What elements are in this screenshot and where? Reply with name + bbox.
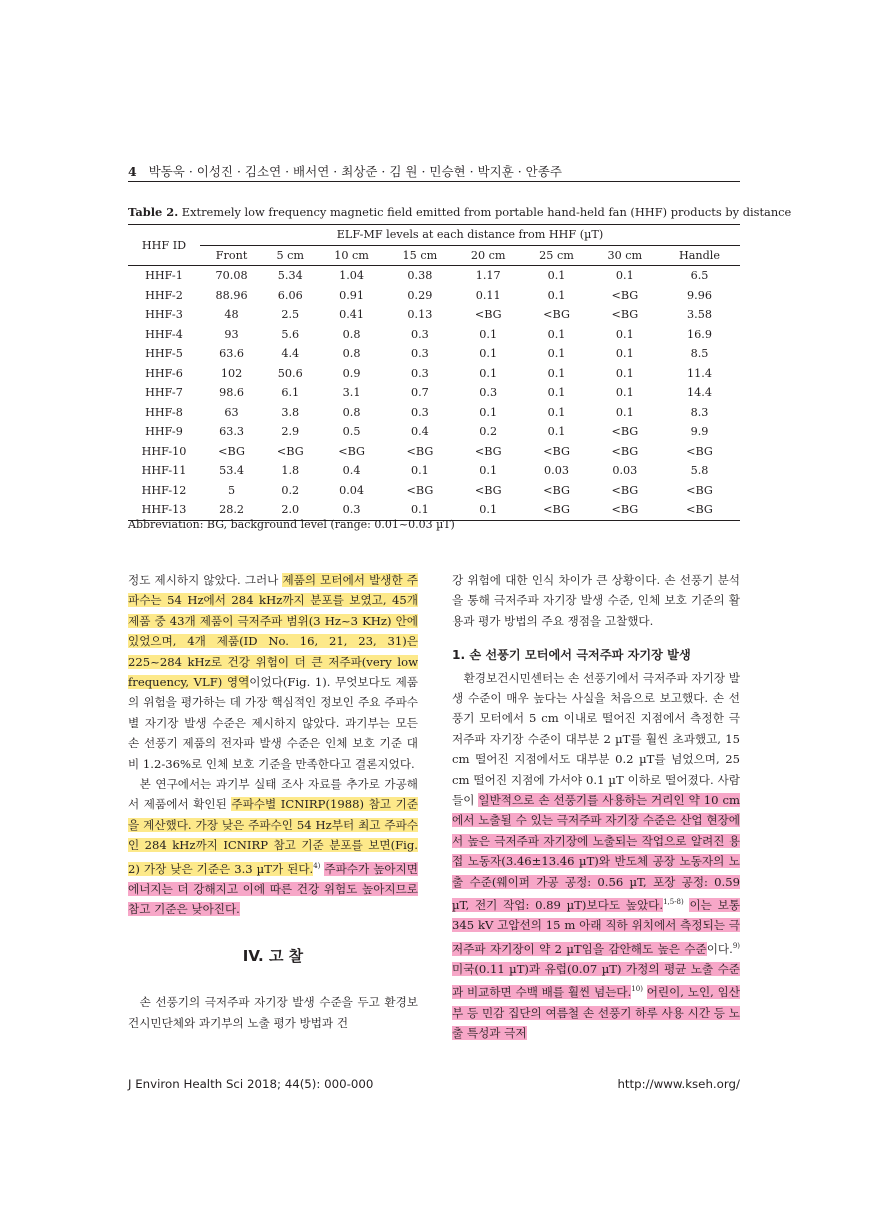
table-cell: 0.1: [547, 366, 566, 380]
table-row: [128, 364, 740, 384]
table-cell: 0.1: [547, 288, 566, 302]
row-id-cell: HHF-7: [145, 386, 183, 400]
table-row: [128, 442, 740, 462]
table-cell: 70.08: [215, 269, 248, 283]
table-cell: 0.1: [547, 347, 566, 361]
column-header: 30 cm: [591, 245, 659, 266]
table-row: [128, 286, 740, 306]
table-cell: <BG: [474, 444, 502, 458]
table-cell: 0.3: [410, 327, 429, 341]
table-cell: 4.4: [281, 347, 300, 361]
table-cell: 5.34: [277, 269, 303, 283]
table-cell: 0.2: [281, 483, 300, 497]
row-id-cell: HHF-9: [145, 425, 183, 439]
table-cell: <BG: [406, 483, 434, 497]
citation: 1,5-8): [663, 898, 684, 907]
elf-mf-table: [128, 224, 740, 521]
column-header: 15 cm: [386, 245, 454, 266]
table-cell: 0.41: [339, 308, 365, 322]
table-cell: 28.2: [200, 500, 263, 520]
highlight-pink: 이는 보통 345 kV 고압선의 15 m 아래 직하 위치에서 측정되는 극저주파 자기장이 약 2 µT임을 감안해도 높은 수준: [452, 897, 741, 956]
table-cell: 48: [224, 308, 239, 322]
table-cell: <BG: [543, 483, 570, 497]
table-cell: 0.11: [475, 288, 501, 302]
table-row: [128, 305, 740, 325]
table-cell: 5.6: [281, 327, 300, 341]
paragraph: [128, 570, 418, 774]
paragraph: [128, 774, 418, 920]
table-cell: 9.9: [690, 425, 709, 439]
row-id-cell: HHF-8: [145, 405, 183, 419]
table-cell: <BG: [611, 444, 639, 458]
row-id-cell: HHF-11: [141, 464, 187, 478]
table-cell: 6.06: [277, 288, 303, 302]
paragraph: [452, 668, 740, 1044]
table-cell: 11.4: [687, 366, 712, 380]
table-cell: 0.2: [479, 425, 498, 439]
table-cell: 0.38: [407, 269, 433, 283]
table-caption-label: Table 2.: [128, 205, 179, 219]
table-row: [128, 344, 740, 364]
table-cell: 0.1: [547, 327, 566, 341]
highlight-pink: 어린이, 노인, 임산부 등 민감 집단의 여름철 손 선풍기 하루 사용 시간 등 노출 특성과 극저: [452, 985, 740, 1041]
id-header: HHF ID: [128, 225, 200, 266]
table-row: [128, 403, 740, 423]
table-cell: <BG: [406, 444, 434, 458]
table-cell: 0.1: [410, 464, 429, 478]
table-cell: <BG: [591, 500, 659, 520]
highlight-yellow: 주파수별 ICNIRP(1988) 참고 기준을 계산했다. 가장 낮은 주파수인 54 Hz부터 최고 주파수인 284 kHz까지 ICNIRP 참고 기준 분포를 보면(Fig. 2) 가장 낮은 기준은 3.3 µT가 된다.: [128, 797, 418, 876]
table-row: [128, 461, 740, 481]
table-cell: 53.4: [219, 464, 245, 478]
table-cell: 102: [220, 366, 243, 380]
table-cell: 0.1: [479, 347, 498, 361]
table-cell: 0.9: [342, 366, 361, 380]
table-cell: 8.3: [690, 405, 709, 419]
table-caption: [128, 205, 792, 219]
row-id-cell: HHF-6: [145, 366, 183, 380]
row-id-cell: HHF-4: [145, 327, 183, 341]
table-cell: 63.3: [219, 425, 245, 439]
table-cell: 14.4: [687, 386, 712, 400]
table-cell: 3.58: [687, 308, 712, 322]
table-cell: 63: [224, 405, 239, 419]
table-cell: 5: [227, 483, 236, 497]
table-cell: 9.96: [687, 288, 712, 302]
table-row: [128, 481, 740, 501]
table-cell: 93: [224, 327, 239, 341]
table-cell: 0.1: [615, 347, 634, 361]
column-header: Front: [200, 245, 263, 266]
table-cell: <BG: [686, 483, 713, 497]
table-cell: 98.6: [219, 386, 245, 400]
row-id-cell: HHF-10: [141, 444, 187, 458]
table-cell: 0.1: [386, 500, 454, 520]
table-cell: <BG: [611, 308, 639, 322]
table-cell: <BG: [611, 288, 639, 302]
table-cell: 63.6: [219, 347, 245, 361]
table-cell: <BG: [474, 483, 502, 497]
table-cell: <BG: [218, 444, 245, 458]
column-header: 5 cm: [263, 245, 317, 266]
table-cell: <BG: [686, 444, 713, 458]
table-cell: 0.13: [407, 308, 433, 322]
table-cell: 50.6: [277, 366, 303, 380]
highlight-pink: 일반적으로 손 선풍기를 사용하는 거리인 약 10 cm에서 노출될 수 있는 극저주파 자기장 수준은 산업 현장에서 높은 극저주파 자기장에 노출되는 작업으로 알려진 용접 노동자(3.46±13.46 µT)와 반도체 공장 노동자의 노출 수준(웨이퍼 가공 공정: 0.56 µT, 포장 공정: 0.59 µT, 전기 작업: 0.89 µT)보다도 높았다.: [452, 793, 740, 912]
table-cell: <BG: [611, 425, 639, 439]
table-cell: 0.03: [612, 464, 638, 478]
table-cell: 16.9: [687, 327, 712, 341]
table-row: [128, 325, 740, 345]
table-cell: <BG: [543, 308, 570, 322]
table-cell: 0.1: [615, 386, 634, 400]
table-row: [128, 500, 740, 520]
table-cell: 0.1: [547, 269, 566, 283]
table-cell: 0.3: [410, 405, 429, 419]
table-cell: 2.9: [281, 425, 300, 439]
table-cell: 88.96: [215, 288, 248, 302]
table-cell: 0.1: [547, 425, 566, 439]
highlight-pink: 주파수가 높아지면 에너지는 더 강해지고 이에 따른 건강 위험도 높아지므로 참고 기준은 낮아진다.: [128, 861, 418, 917]
table-cell: 1.17: [475, 269, 501, 283]
column-header: 20 cm: [454, 245, 522, 266]
highlight-pink: 미국(0.11 µT)과 유럽(0.07 µT) 가정의 평균 노출 수준과 비교하면 수백 배를 훨씬 넘는다.: [452, 962, 740, 1000]
subsection-heading: 1. 손 선풍기 모터에서 극저주파 자기장 발생: [452, 648, 691, 663]
table-cell: 0.1: [454, 500, 522, 520]
table-cell: <BG: [276, 444, 304, 458]
row-id-cell: HHF-5: [145, 347, 183, 361]
table-cell: 0.3: [410, 366, 429, 380]
table-cell: 0.1: [479, 464, 498, 478]
table-cell: <BG: [611, 483, 639, 497]
paragraph: 강 위험에 대한 인식 차이가 큰 상황이다. 손 선풍기 분석을 통해 극저주파 자기장 발생 수준, 인체 보호 기준의 활용과 평가 방법의 주요 쟁점을 고찰했다.: [452, 573, 740, 628]
row-id-cell: HHF-2: [145, 288, 183, 302]
right-column: [452, 570, 740, 1044]
table-cell: 3.8: [281, 405, 300, 419]
table-cell: 3.1: [342, 386, 361, 400]
text-span: 본 연구에서는 과기부 실태 조사 자료를 추가로 가공해서 제품에서 확인된: [128, 777, 418, 812]
row-id-cell: HHF-12: [141, 483, 187, 497]
header-rule: [128, 181, 740, 182]
row-id-cell: HHF-1: [145, 269, 183, 283]
paragraph: 손 선풍기의 극저주파 자기장 발생 수준을 두고 환경보건시민단체와 과기부의 노출 평가 방법과 건: [128, 995, 418, 1030]
highlight-yellow: 제품의 모터에서 발생한 주파수는 54 Hz에서 284 kHz까지 분포를 보였고, 45개 제품 중 43개 제품이 극저주파 범위(3 Hz~3 KHz) 안에 있었으며, 4개 제품(ID No. 16, 21, 23, 31)은 225~284 kHz로 건강 위험이 더 큰 저주파(very low frequency, VLF) 영역: [128, 573, 418, 690]
table-cell: 0.04: [339, 483, 365, 497]
column-header: 10 cm: [317, 245, 385, 266]
table-footnote: Abbreviation: BG, background level (range: 0.01~0.03 µT): [128, 518, 455, 531]
table-row: [128, 266, 740, 286]
table-cell: 0.1: [547, 405, 566, 419]
text-span: 이다.: [706, 941, 733, 956]
table-cell: 0.3: [410, 347, 429, 361]
table-row: [128, 383, 740, 403]
row-id-cell: HHF-13: [128, 500, 200, 520]
table-cell: 1.04: [339, 269, 365, 283]
section-title: IV. 고 찰: [242, 946, 304, 965]
citation: 10): [631, 985, 643, 994]
table-cell: 0.1: [479, 327, 498, 341]
table-cell: 0.7: [410, 386, 429, 400]
citation: 9): [732, 941, 740, 950]
table-cell: <BG: [659, 500, 740, 520]
table-cell: <BG: [474, 308, 502, 322]
text-span: 환경보건시민센터는 손 선풍기에서 극저주파 자기장 발생 수준이 매우 높다는 사실을 처음으로 보고했다. 손 선풍기 모터에서 5 cm 이내로 떨어진 지점에서 측정한 극저주파 자기장 수준이 대부분 2 µT를 훨씬 초과했고, 15 cm 떨어진 지점에서도 대부분 0.2 µT를 넘었으며, 25 cm 떨어진 지점에 가서야 0.1 µT 이하로 떨어졌다. 사람들이: [452, 670, 740, 808]
table-cell: 0.5: [342, 425, 361, 439]
table-cell: 0.8: [342, 347, 361, 361]
table-cell: 0.8: [342, 405, 361, 419]
table-cell: 0.8: [342, 327, 361, 341]
table-row: [128, 422, 740, 442]
table-cell: 0.3: [317, 500, 385, 520]
text-span: 이었다(Fig. 1). 무엇보다도 제품의 위험을 평가하는 데 가장 핵심적인 정보인 주요 주파수별 자기장 발생 수준은 제시하지 않았다. 과기부는 모든 손 선풍기 제품의 전자파 발생 수준은 인체 보호 기준 대비 1.2-36%로 인체 보호 기준을 만족한다고 결론지었다.: [128, 675, 418, 771]
running-header: [128, 162, 740, 180]
group-header: ELF-MF levels at each distance from HHF (µT): [200, 225, 740, 246]
table-cell: 0.4: [342, 464, 361, 478]
table-cell: 0.29: [407, 288, 433, 302]
table-cell: <BG: [522, 500, 590, 520]
table-cell: 0.1: [615, 366, 634, 380]
row-id-cell: HHF-3: [145, 308, 183, 322]
table-cell: 0.1: [547, 386, 566, 400]
table-cell: 5.8: [690, 464, 709, 478]
table-cell: 2.5: [281, 308, 300, 322]
table-cell: 0.1: [615, 327, 634, 341]
table-cell: 8.5: [690, 347, 709, 361]
column-header: 25 cm: [522, 245, 590, 266]
table-cell: 1.8: [281, 464, 300, 478]
table-cell: 0.03: [544, 464, 569, 478]
table-cell: 6.1: [281, 386, 300, 400]
table-cell: 2.0: [263, 500, 317, 520]
journal-footer: J Environ Health Sci 2018; 44(5): 000-000: [128, 1077, 374, 1091]
author-list: 박동욱 · 이성진 · 김소연 · 배서연 · 최상준 · 김 원 · 민승현 · 박지훈 · 안종주: [148, 164, 562, 179]
left-column: [128, 570, 418, 1033]
text-span: 정도 제시하지 않았다. 그러나: [128, 573, 283, 587]
page-number: 4: [128, 164, 137, 179]
column-header: Handle: [659, 245, 740, 266]
table-cell: 0.4: [410, 425, 429, 439]
table-cell: 0.1: [479, 405, 498, 419]
table-cell: <BG: [338, 444, 365, 458]
table-cell: 0.1: [479, 366, 498, 380]
table-cell: 0.1: [615, 405, 634, 419]
table-cell: 0.1: [615, 269, 634, 283]
table-cell: 0.91: [339, 288, 365, 302]
table-caption-text: Extremely low frequency magnetic field emitted from portable hand-held fan (HHF) products by distance: [181, 205, 792, 219]
table-cell: <BG: [543, 444, 570, 458]
citation: 4): [313, 861, 321, 870]
journal-url: http://www.kseh.org/: [617, 1077, 740, 1091]
table-cell: 0.3: [479, 386, 498, 400]
table-cell: 6.5: [690, 269, 709, 283]
